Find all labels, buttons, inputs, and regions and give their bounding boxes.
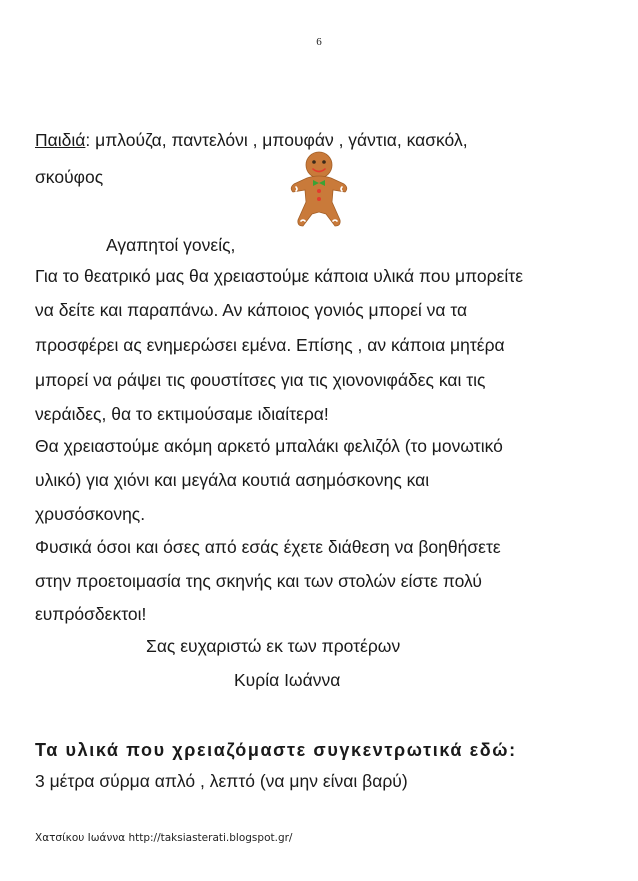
signature: Κυρία Ιωάννα	[234, 670, 341, 690]
materials-line: 3 μέτρα σύρμα απλό , λεπτό (να μην είναι βαρύ)	[35, 771, 408, 791]
body-line: ευπρόσδεκτοι!	[35, 604, 147, 624]
kids-clothes-line-2: σκούφος	[35, 167, 104, 187]
gingerbread-man-icon	[288, 150, 350, 228]
body-line: Για το θεατρικό μας θα χρειαστούμε κάποια υλικά που μπορείτε	[35, 266, 524, 286]
body-line: να δείτε και παραπάνω. Αν κάποιος γονιός μπορεί να τα	[35, 300, 468, 320]
body-line: χρυσόσκονης.	[35, 504, 146, 524]
body-line: υλικό) για χιόνι και μεγάλα κουτιά ασημόσκονης και	[35, 470, 430, 490]
body-line: Φυσικά όσοι και όσες από εσάς έχετε διάθεση να βοηθήσετε	[35, 537, 501, 557]
body-line: μπορεί να ράψει τις φουστίτσες για τις χιονονιφάδες και τις	[35, 370, 486, 390]
materials-heading: Τα υλικά που χρειαζόμαστε συγκεντρωτικά εδώ:	[35, 740, 517, 760]
page-number: 6	[316, 36, 322, 48]
thanks-line: Σας ευχαριστώ εκ των προτέρων	[146, 636, 401, 656]
kids-clothes-line	[35, 132, 468, 150]
greeting: Αγαπητοί γονείς,	[106, 235, 236, 255]
body-line: προσφέρει ας ενημερώσει εμένα. Επίσης , αν κάποια μητέρα	[35, 335, 505, 355]
footer: Χατσίκου Ιωάννα http://taksiasterati.blogspot.gr/	[35, 832, 293, 844]
kids-label: Παιδιά	[35, 130, 86, 150]
kids-clothes-list: : μπλούζα, παντελόνι , μπουφάν , γάντια, κασκόλ,	[85, 130, 468, 150]
body-line: νεράιδες, θα το εκτιμούσαμε ιδιαίτερα!	[35, 404, 329, 424]
body-line: στην προετοιμασία της σκηνής και των στολών είστε πολύ	[35, 571, 482, 591]
body-line: Θα χρειαστούμε ακόμη αρκετό μπαλάκι φελιζόλ (το μονωτικό	[35, 436, 503, 456]
